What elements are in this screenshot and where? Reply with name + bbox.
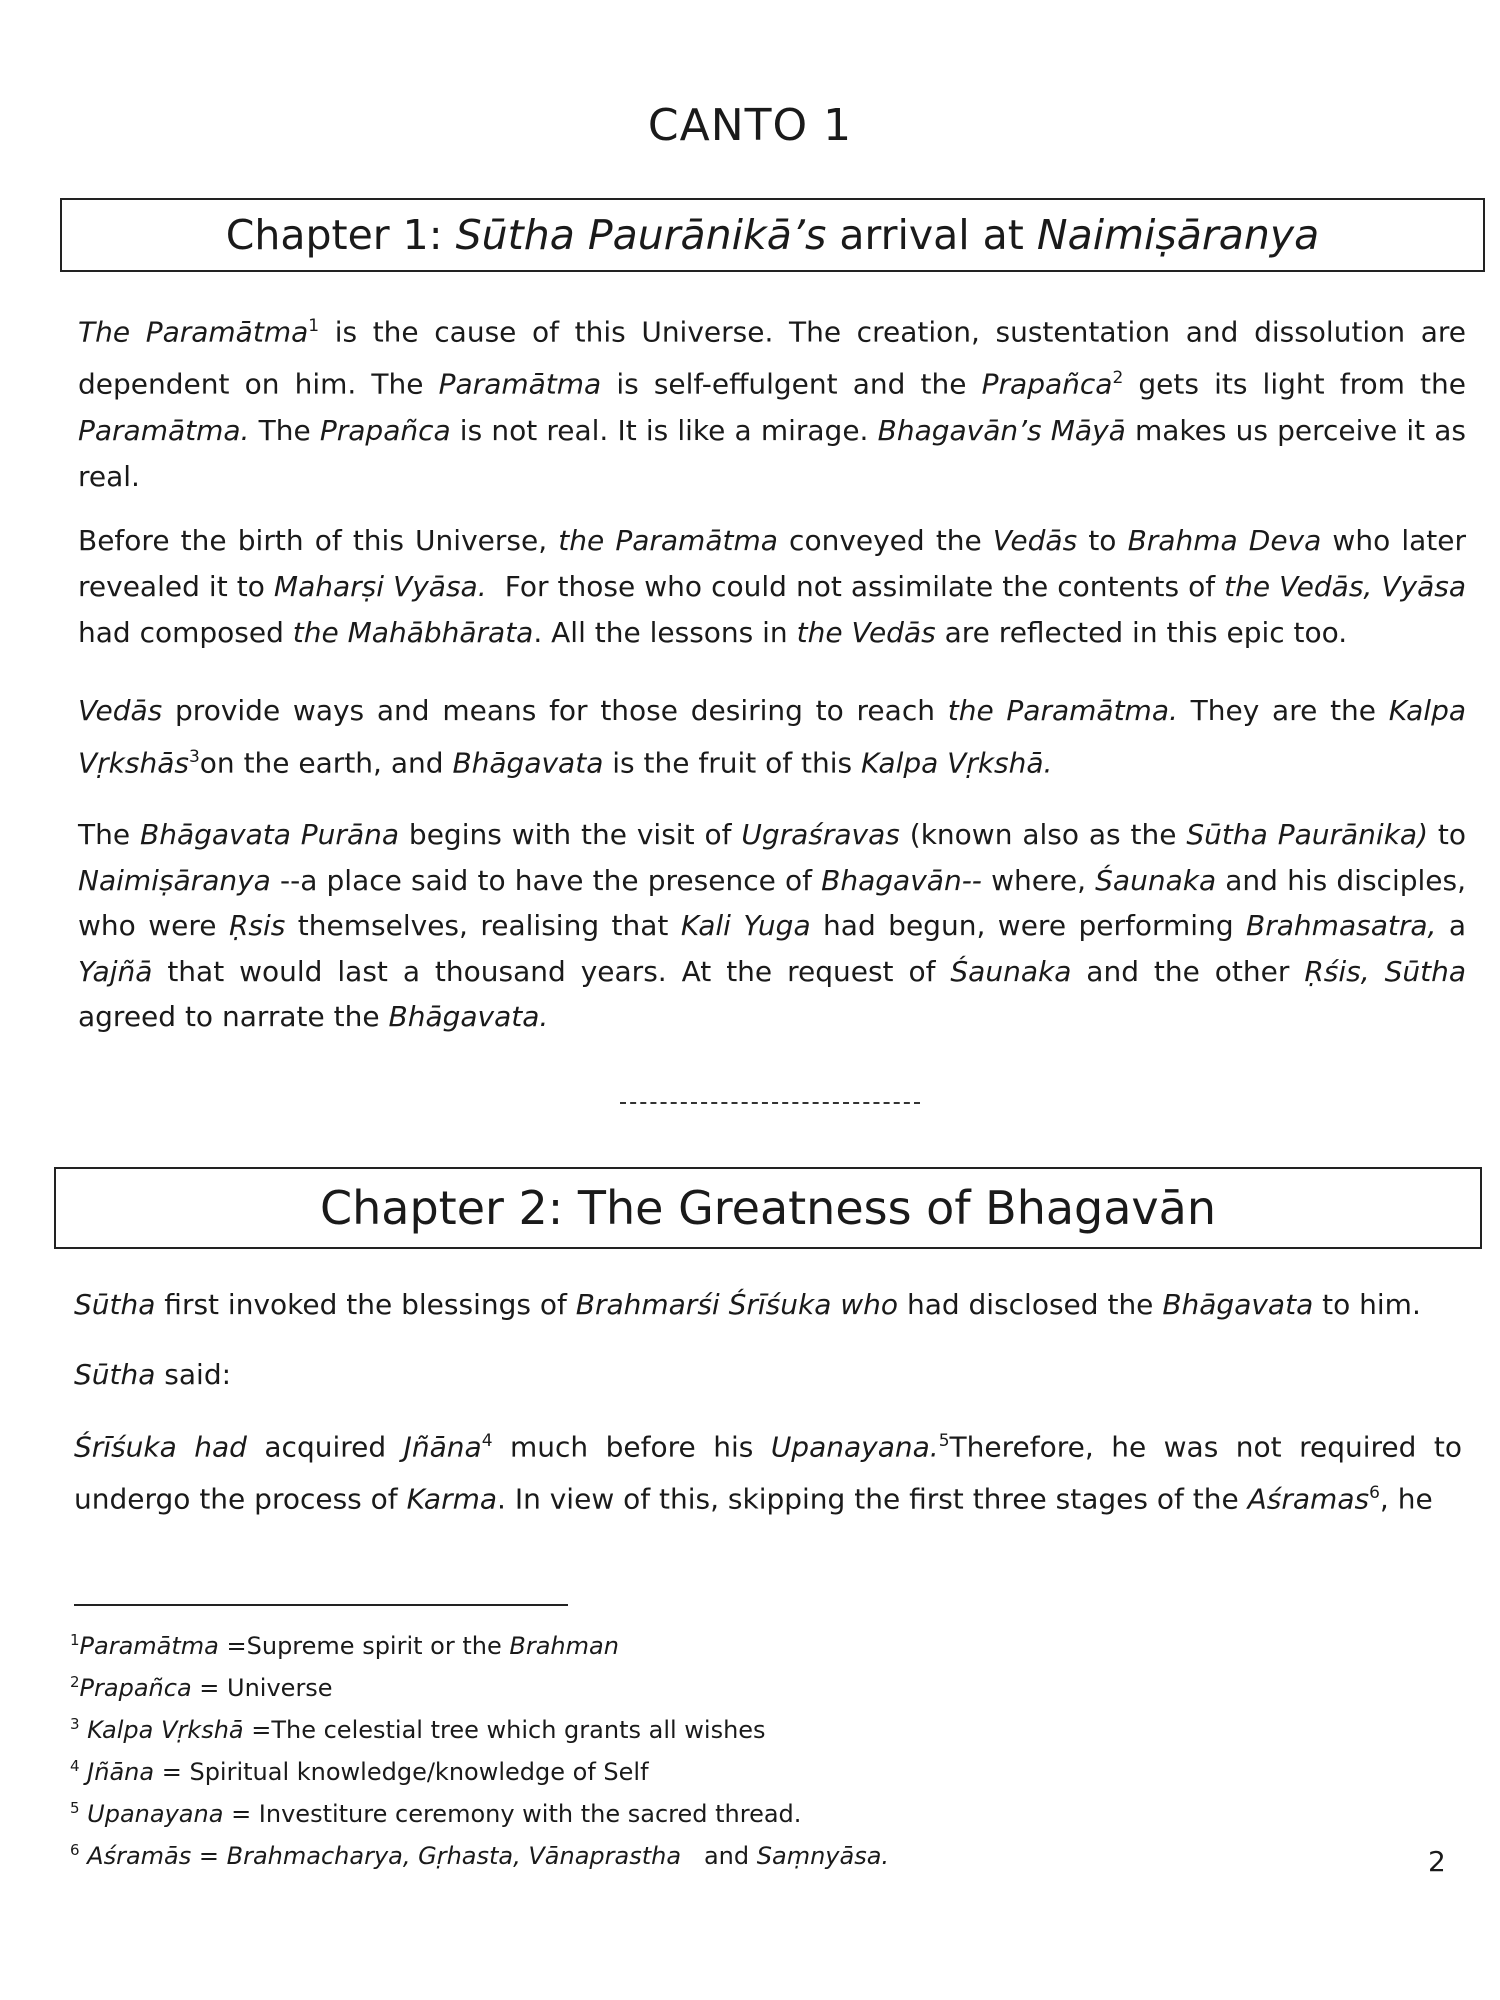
footnote: $^6$ Aśramās = Brahmacharya, Gṛhasta, Vānaprastha and Saṃnyāsa. [70,1841,890,1870]
chapter-1-mid: arrival at [826,211,1037,259]
chapter-2-title: Chapter 2: The Greatness of Bhagavān [320,1181,1216,1235]
footnote: $^3$ Kalpa Vṛkshā =The celestial tree which grants all wishes [70,1715,766,1744]
paragraph-7: Śrīśuka had acquired Jñāna$^4$ much before his Upanayana.$^5$Therefore, he was not required to undergo the process of Karma. In view of this, skipping the first three stages of the Aśramas$^6$, he [74,1430,1462,1516]
paragraph-6: Sūtha said: [74,1358,232,1391]
canto-title: CANTO 1 [647,100,853,151]
footnote: $^2$Prapañca = Universe [70,1673,333,1702]
footnote: $^1$Paramātma =Supreme spirit or the Brahman [70,1631,619,1660]
footnote: $^5$ Upanayana = Investiture ceremony with the sacred thread. [70,1799,802,1828]
chapter-2-heading [54,1167,1482,1249]
chapter-1-name-2: Naimiṣāranya [1036,211,1320,259]
chapter-1-name-1: Sūtha Paurānikā’s [455,211,827,259]
paragraph-2: Before the birth of this Universe, the Paramātma conveyed the Vedās to Brahma Deva who later revealed it to Maharṣi Vyāsa. For those who could not assimilate the contents of the Vedās, Vyāsa had composed the Mahābhārata. All the lessons in the Vedās are reflected in this epic too. [78,524,1467,649]
footnote-rule [74,1604,568,1606]
chapter-1-prefix: Chapter 1: [225,211,456,259]
section-separator [620,1102,920,1104]
paragraph-4: The Bhāgavata Purāna begins with the visit of Ugraśravas (known also as the Sūtha Paurānika) to Naimiṣāranya --a place said to have the presence of Bhagavān-- where, Śaunaka and his disciples, who were Ṛsis themselves, realising that Kali Yuga had begun, were performing Brahmasatra, a Yajñā that would last a thousand years. At the request of Śaunaka and the other Ṛśis, Sūtha agreed to narrate the Bhāgavata. [78,818,1467,1033]
chapter-1-heading [60,198,1485,272]
footnote: $^4$ Jñāna = Spiritual knowledge/knowledge of Self [70,1757,649,1786]
footnotes-list [70,1622,1170,1874]
paragraph-5: Sūtha first invoked the blessings of Brahmarśi Śrīśuka who had disclosed the Bhāgavata to him. [74,1288,1421,1321]
page-number: 2 [1428,1845,1446,1878]
paragraph-1: The Paramātma$^1$ is the cause of this Universe. The creation, sustentation and dissolution are dependent on him. The Paramātma is self-effulgent and the Prapañca$^2$ gets its light from the Paramātma. The Prapañca is not real. It is like a mirage. Bhagavān’s Māyā makes us perceive it as real. [78,315,1466,493]
paragraph-3: Vedās provide ways and means for those desiring to reach the Paramātma. They are the Kalpa Vṛkshās$^3$on the earth, and Bhāgavata is the fruit of this Kalpa Vṛkshā. [78,694,1467,780]
